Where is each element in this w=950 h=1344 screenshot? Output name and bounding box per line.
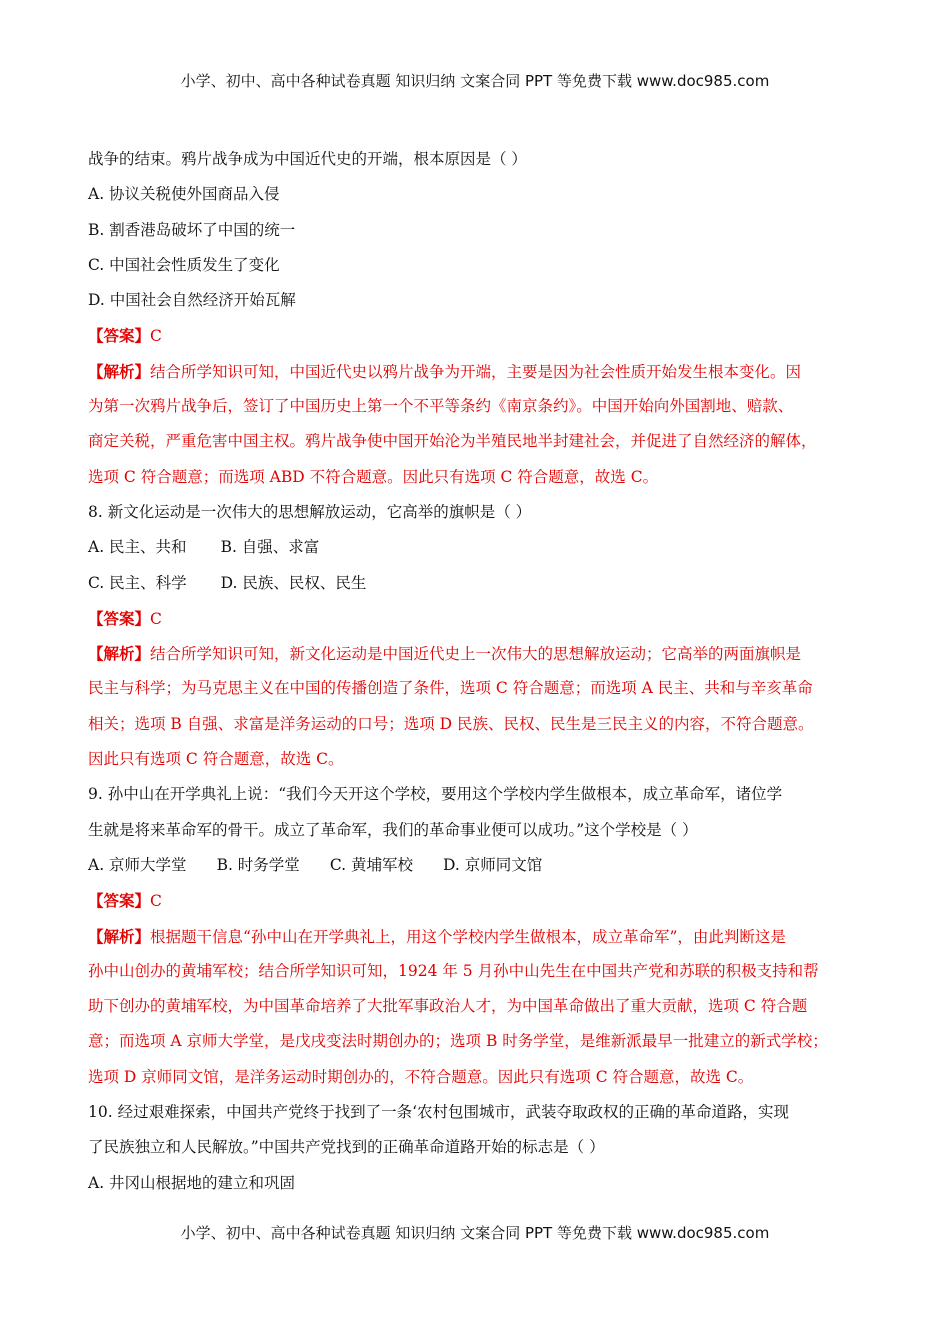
q8-analysis-line: 相关；选项 B 自强、求富是洋务运动的口号；选项 D 民族、民权、民生是三民主义的内容，不符合题意。 (88, 714, 814, 733)
q7-analysis-line: 商定关税，严重危害中国主权。鸦片战争使中国开始沦为半殖民地半封建社会，并促进了自然经济的解体， (88, 432, 817, 451)
q8-option-d: D. 民族、民权、民生 (220, 573, 367, 592)
q9-stem: 生就是将来革命军的骨干。成立了革命军，我们的革命事业便可以成功。”这个学校是（ ） (88, 820, 698, 839)
analysis-tag: 【解析】 (88, 644, 151, 664)
q7-option-d: D. 中国社会自然经济开始瓦解 (88, 291, 296, 310)
q9-option-b: B. 时务学堂 (216, 855, 300, 874)
q7-option-b: B. 割香港岛破坏了中国的统一 (88, 220, 296, 239)
answer-value: C (150, 327, 162, 346)
q7-analysis-line: 选项 C 符合题意；而选项 ABD 不符合题意。因此只有选项 C 符合题意，故选 C。 (88, 467, 659, 486)
q7-option-c: C. 中国社会性质发生了变化 (88, 255, 280, 274)
answer-value: C (150, 892, 162, 911)
q9-analysis-line: 意；而选项 A 京师大学堂，是戊戌变法时期创办的；选项 B 时务学堂，是维新派最早一批建立的新式学校； (88, 1032, 828, 1051)
q9-analysis-line: 选项 D 京师同文馆，是洋务运动时期创办的，不符合题意。因此只有选项 C 符合题意，故选 C。 (88, 1067, 754, 1086)
analysis-tag: 【解析】 (88, 361, 151, 381)
document-body (88, 142, 868, 1201)
q9-analysis-line: 助下创办的黄埔军校，为中国革命培养了大批军事政治人才，为中国革命做出了重大贡献，选项 C 符合题 (88, 997, 808, 1016)
q9-options-row (88, 848, 868, 883)
q8-answer (88, 601, 868, 636)
q8-option-c: C. 民主、科学 (88, 573, 187, 592)
q8-analysis-line: 【解析】结合所学知识可知，新文化运动是中国近代史上一次伟大的思想解放运动；它高举的两面旗帜是 (88, 644, 802, 664)
q9-analysis-line: 孙中山创办的黄埔军校；结合所学知识可知，1924 年 5 月孙中山先生在中国共产党和苏联的积极支持和帮 (88, 961, 819, 980)
answer-tag: 【答案】 (88, 326, 151, 346)
q8-options-row (88, 566, 868, 601)
q7-stem: 战争的结束。鸦片战争成为中国近代史的开端，根本原因是（ ） (88, 150, 527, 168)
q8-options-row (88, 530, 868, 565)
q10-option-a: A. 井冈山根据地的建立和巩固 (88, 1173, 296, 1192)
q9-option-a: A. 京师大学堂 (88, 855, 187, 874)
q8-option-a: A. 民主、共和 (88, 538, 187, 557)
q7-analysis-line: 【解析】结合所学知识可知，中国近代史以鸦片战争为开端，主要是因为社会性质开始发生根本变化。因 (88, 361, 802, 381)
q9-option-d: D. 京师同文馆 (442, 855, 543, 874)
q8-analysis-line: 因此只有选项 C 符合题意，故选 C。 (88, 750, 344, 769)
page-footer: 小学、初中、高中各种试卷真题 知识归纳 文案合同 PPT 等免费下载 www.doc985.com (180, 1224, 770, 1242)
q9-analysis-line: 【解析】根据题干信息“孙中山在开学典礼上，用这个学校内学生做根本，成立革命军”，由此判断这是 (88, 926, 786, 946)
page-header: 小学、初中、高中各种试卷真题 知识归纳 文案合同 PPT 等免费下载 www.doc985.com (180, 72, 770, 90)
answer-tag: 【答案】 (88, 608, 151, 628)
answer-tag: 【答案】 (88, 891, 151, 911)
q10-stem: 了民族独立和人民解放。”中国共产党找到的正确革命道路开始的标志是（ ） (88, 1138, 605, 1157)
q8-analysis-line: 民主与科学；为马克思主义在中国的传播创造了条件，选项 C 符合题意；而选项 A 民主、共和与辛亥革命 (88, 679, 813, 698)
q7-option-a: A. 协议关税使外国商品入侵 (88, 185, 280, 204)
analysis-tag: 【解析】 (88, 926, 151, 946)
answer-value: C (150, 609, 162, 628)
q7-answer (88, 318, 868, 353)
q8-option-b: B. 自强、求富 (220, 538, 320, 557)
q9-stem: 9. 孙中山在开学典礼上说：“我们今天开这个学校，要用这个学校内学生做根本，成立革命军，诸位学 (88, 785, 783, 804)
q9-answer (88, 883, 868, 918)
q7-analysis-line: 为第一次鸦片战争后，签订了中国历史上第一个不平等条约《南京条约》。中国开始向外国割地、赔款、 (88, 397, 794, 416)
q9-option-c: C. 黄埔军校 (329, 855, 413, 874)
q10-stem: 10. 经过艰难探索，中国共产党终于找到了一条‘农村包围城市，武装夺取政权的正确的革命道路，实现 (88, 1103, 790, 1122)
q8-stem: 8. 新文化运动是一次伟大的思想解放运动，它高举的旗帜是（ ） (88, 502, 532, 521)
